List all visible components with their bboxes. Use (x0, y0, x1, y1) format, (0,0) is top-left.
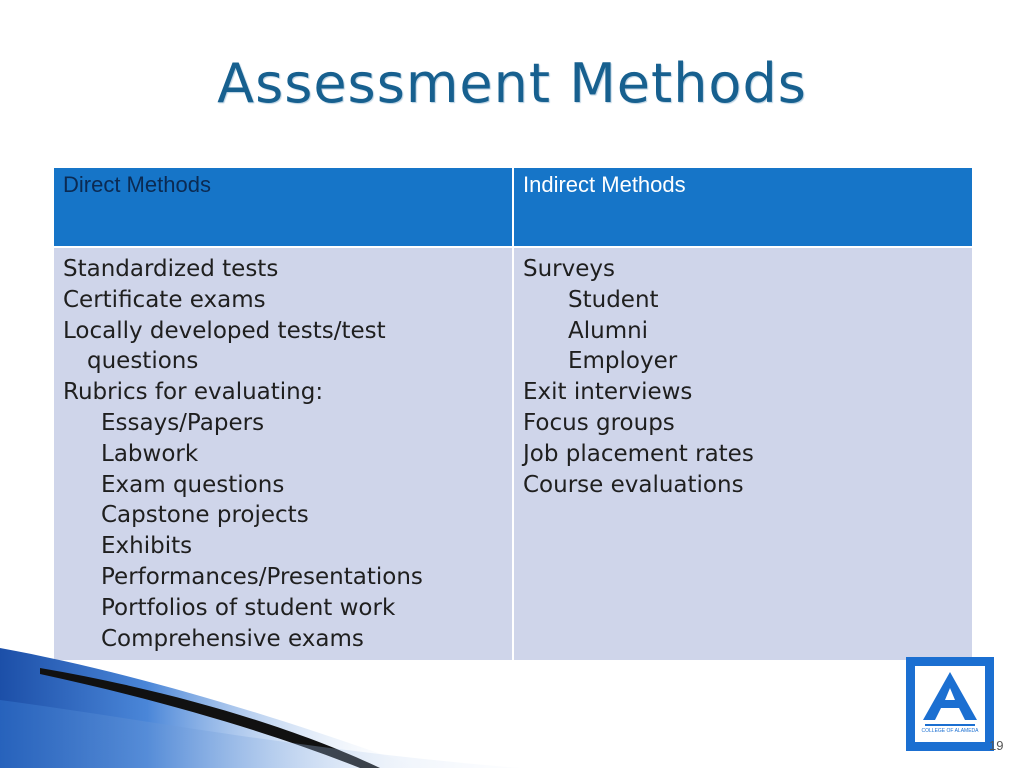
direct-item: Certificate exams (63, 286, 266, 313)
direct-item: questions (87, 348, 199, 375)
indirect-item: Employer (568, 348, 678, 375)
logo-a-icon (915, 666, 985, 742)
direct-item: Capstone projects (101, 502, 309, 529)
indirect-item: Surveys (523, 256, 615, 282)
methods-table (52, 166, 974, 662)
direct-item: Exhibits (101, 533, 193, 560)
indirect-item: Job placement rates (523, 440, 754, 467)
direct-item: Labwork (101, 440, 199, 467)
slide-title: Assessment Methods (217, 52, 807, 115)
direct-item: Essays/Papers (101, 409, 265, 436)
indirect-item: Alumni (568, 317, 649, 344)
logo-caption-line1: COLLEGE OF ALAMEDA (921, 728, 979, 734)
indirect-item: Focus groups (523, 409, 675, 436)
direct-item: Exam questions (101, 471, 285, 498)
indirect-item: Exit interviews (523, 379, 693, 406)
direct-item: Comprehensive exams (101, 625, 364, 652)
direct-methods-cell (53, 247, 513, 661)
decorative-swoosh (0, 640, 520, 768)
college-logo (906, 657, 994, 751)
indirect-item: Student (568, 286, 659, 313)
table-row (53, 247, 973, 661)
header-indirect-methods: Indirect Methods (513, 167, 973, 247)
indirect-item: Course evaluations (523, 471, 744, 498)
direct-item: Portfolios of student work (101, 594, 396, 621)
indirect-methods-cell (513, 247, 973, 661)
direct-item: Rubrics for evaluating: (63, 379, 324, 406)
table-header-row (53, 167, 973, 247)
direct-item: Standardized tests (63, 256, 279, 282)
direct-item: Performances/Presentations (101, 563, 423, 590)
page-number: 19 (989, 738, 1004, 753)
header-direct-methods: Direct Methods (53, 167, 513, 247)
direct-item: Locally developed tests/test (63, 317, 386, 344)
